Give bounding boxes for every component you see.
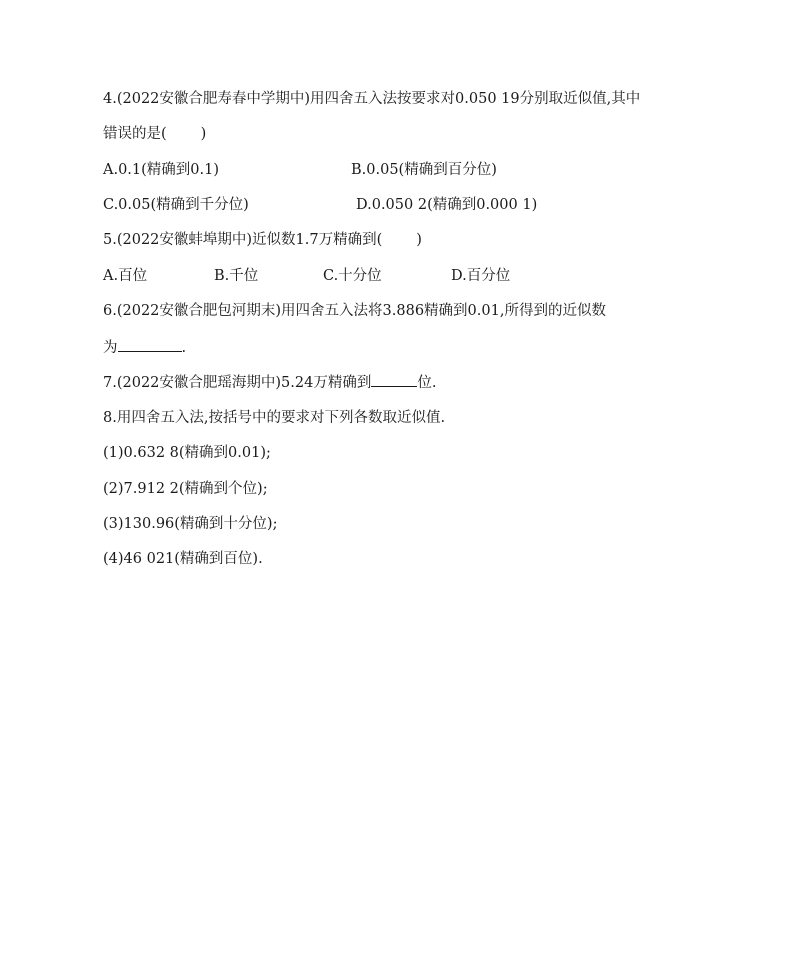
q6-stem-line2 — [103, 337, 186, 358]
q8-item-4: (4)46 021(精确到百位). — [103, 551, 263, 567]
q4-stem-line1: 4.(2022安徽合肥寿春中学期中)用四舍五入法按要求对0.050 19分别取近似值,其中 — [103, 91, 641, 107]
q5-stem-prefix: 5.(2022安徽蚌埠期中)近似数1.7万精确到( — [103, 232, 383, 248]
q7-stem — [103, 372, 436, 393]
q8-item-2: (2)7.912 2(精确到个位); — [103, 481, 268, 497]
q8-stem: 8.用四舍五入法,按括号中的要求对下列各数取近似值. — [103, 410, 446, 426]
q8-item-3: (3)130.96(精确到十分位); — [103, 516, 278, 532]
q7-stem-suffix: 位. — [417, 375, 437, 391]
q5-option-a: A.百位 — [103, 268, 148, 284]
q7-answer-blank — [371, 372, 417, 387]
q5-stem — [103, 230, 422, 250]
q5-stem-suffix: ) — [416, 232, 422, 248]
q7-stem-prefix: 7.(2022安徽合肥瑶海期中)5.24万精确到 — [103, 375, 372, 391]
q4-option-d: D.0.050 2(精确到0.000 1) — [356, 197, 538, 213]
q5-option-c: C.十分位 — [323, 268, 382, 284]
q4-option-b: B.0.05(精确到百分位) — [351, 162, 497, 178]
q8-item-1: (1)0.632 8(精确到0.01); — [103, 445, 271, 461]
q5-option-b: B.千位 — [214, 268, 259, 284]
q6-stem-prefix: 为 — [103, 340, 118, 356]
q4-option-c: C.0.05(精确到千分位) — [103, 197, 249, 213]
q6-stem-line1: 6.(2022安徽合肥包河期末)用四舍五入法将3.886精确到0.01,所得到的近似数 — [103, 303, 606, 319]
q6-answer-blank — [118, 337, 182, 352]
q4-stem-line2 — [103, 124, 206, 144]
q4-stem-suffix: ) — [200, 126, 207, 142]
q4-option-a: A.0.1(精确到0.1) — [103, 162, 220, 178]
q6-stem-suffix: . — [181, 340, 187, 356]
q5-option-d: D.百分位 — [451, 268, 511, 284]
q4-stem-prefix: 错误的是( — [103, 126, 167, 142]
